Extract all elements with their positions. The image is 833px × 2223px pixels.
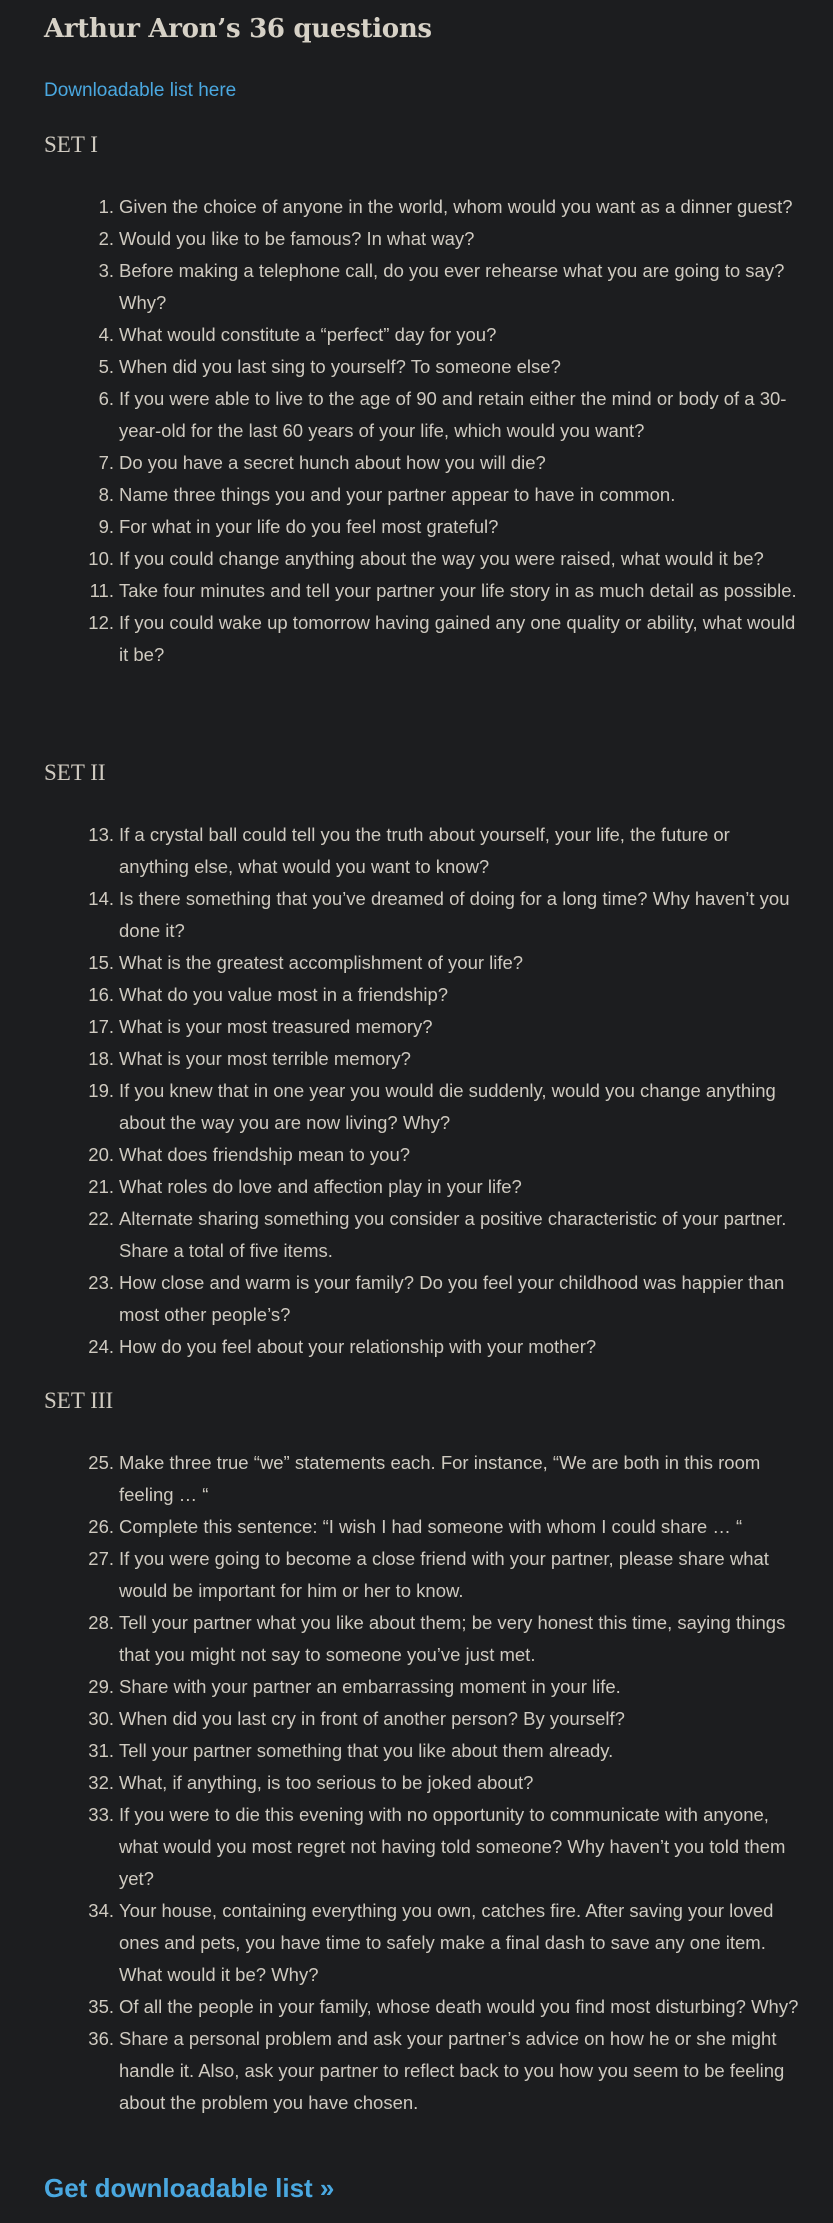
question-item xyxy=(0,1543,800,1607)
question-item xyxy=(0,607,800,671)
question-number: 14. xyxy=(88,888,114,909)
question-number: 1. xyxy=(98,196,114,217)
question-number: 26. xyxy=(88,1516,114,1537)
question-item xyxy=(0,1991,800,2023)
question-text: Alternate sharing something you consider a positive characteristic of your partner. Share a total of five items. xyxy=(119,1208,787,1261)
question-item xyxy=(0,1075,800,1139)
question-item xyxy=(0,1607,800,1671)
question-item xyxy=(0,1171,800,1203)
question-number: 25. xyxy=(88,1452,114,1473)
question-item xyxy=(0,543,800,575)
question-item xyxy=(0,575,800,607)
question-text: If you knew that in one year you would die suddenly, would you change anything about the way you are now living? Why? xyxy=(119,1080,776,1133)
question-text: For what in your life do you feel most grateful? xyxy=(119,516,499,537)
set-heading-3: SET III xyxy=(44,1388,114,1413)
question-item xyxy=(0,1767,800,1799)
question-number: 21. xyxy=(88,1176,114,1197)
question-text: What is your most treasured memory? xyxy=(119,1016,433,1037)
question-item xyxy=(0,819,800,883)
question-list-set-2 xyxy=(0,819,800,1363)
question-item xyxy=(0,479,800,511)
question-number: 16. xyxy=(88,984,114,1005)
question-item xyxy=(0,223,800,255)
question-number: 3. xyxy=(98,260,114,281)
question-text: How do you feel about your relationship with your mother? xyxy=(119,1336,597,1357)
question-item xyxy=(0,1447,800,1511)
question-number: 29. xyxy=(88,1676,114,1697)
question-text: If you could wake up tomorrow having gained any one quality or ability, what would it be? xyxy=(119,612,796,665)
question-item xyxy=(0,1703,800,1735)
question-item xyxy=(0,1735,800,1767)
question-text: When did you last cry in front of another person? By yourself? xyxy=(119,1708,625,1729)
question-item xyxy=(0,979,800,1011)
question-item xyxy=(0,1139,800,1171)
question-text: Share with your partner an embarrassing moment in your life. xyxy=(119,1676,621,1697)
question-text: Of all the people in your family, whose death would you find most disturbing? Why? xyxy=(119,1996,799,2017)
question-item xyxy=(0,1671,800,1703)
question-text: What would constitute a “perfect” day for you? xyxy=(119,324,497,345)
question-text: How close and warm is your family? Do you feel your childhood was happier than most other people’s? xyxy=(119,1272,785,1325)
question-number: 28. xyxy=(88,1612,114,1633)
question-number: 20. xyxy=(88,1144,114,1165)
question-number: 33. xyxy=(88,1804,114,1825)
question-number: 22. xyxy=(88,1208,114,1229)
set-heading-2: SET II xyxy=(44,760,106,785)
question-number: 2. xyxy=(98,228,114,249)
question-number: 6. xyxy=(98,388,114,409)
question-item xyxy=(0,1267,800,1331)
question-item xyxy=(0,883,800,947)
question-number: 15. xyxy=(88,952,114,973)
question-number: 30. xyxy=(88,1708,114,1729)
question-text: Before making a telephone call, do you ever rehearse what you are going to say? Why? xyxy=(119,260,785,313)
question-text: What do you value most in a friendship? xyxy=(119,984,449,1005)
question-number: 11. xyxy=(89,580,114,601)
question-item xyxy=(0,1895,800,1991)
downloadable-list-link[interactable]: Downloadable list here xyxy=(44,80,237,101)
question-text: Given the choice of anyone in the world, whom would you want as a dinner guest? xyxy=(119,196,793,217)
question-text: If a crystal ball could tell you the truth about yourself, your life, the future or anything else, what would you want to know? xyxy=(119,824,730,877)
question-text: Take four minutes and tell your partner your life story in as much detail as possible. xyxy=(119,580,797,601)
question-item xyxy=(0,255,800,319)
question-text: Make three true “we” statements each. For instance, “We are both in this room feeling … “ xyxy=(119,1452,761,1505)
question-item xyxy=(0,1203,800,1267)
get-downloadable-list-link[interactable]: Get downloadable list » xyxy=(44,2173,335,2203)
question-number: 34. xyxy=(88,1900,114,1921)
question-item xyxy=(0,2023,800,2119)
question-number: 8. xyxy=(98,484,114,505)
question-item xyxy=(0,1331,800,1363)
question-number: 19. xyxy=(88,1080,114,1101)
question-number: 4. xyxy=(98,324,114,345)
question-number: 13. xyxy=(88,824,114,845)
question-text: Would you like to be famous? In what way? xyxy=(119,228,475,249)
question-number: 31. xyxy=(88,1740,114,1761)
question-text: What does friendship mean to you? xyxy=(119,1144,411,1165)
question-item xyxy=(0,447,800,479)
question-number: 9. xyxy=(98,516,114,537)
question-text: What is the greatest accomplishment of your life? xyxy=(119,952,524,973)
question-text: If you were able to live to the age of 90 and retain either the mind or body of a 30-year-old for the last 60 years of your life, which would you want? xyxy=(119,388,787,441)
question-number: 17. xyxy=(88,1016,114,1037)
question-item xyxy=(0,1799,800,1895)
question-text: What roles do love and affection play in your life? xyxy=(119,1176,522,1197)
question-number: 36. xyxy=(88,2028,114,2049)
question-text: What, if anything, is too serious to be joked about? xyxy=(119,1772,534,1793)
question-text: If you were to die this evening with no opportunity to communicate with anyone, what would you most regret not having told someone? Why haven’t you told them yet? xyxy=(119,1804,786,1889)
question-text: Do you have a secret hunch about how you will die? xyxy=(119,452,546,473)
question-item xyxy=(0,319,800,351)
question-item xyxy=(0,1011,800,1043)
question-text: When did you last sing to yourself? To someone else? xyxy=(119,356,561,377)
question-item xyxy=(0,511,800,543)
question-text: Tell your partner what you like about them; be very honest this time, saying things that you might not say to someone you’ve just met. xyxy=(119,1612,786,1665)
question-number: 12. xyxy=(88,612,114,633)
question-number: 35. xyxy=(88,1996,114,2017)
question-text: What is your most terrible memory? xyxy=(119,1048,411,1069)
question-text: Share a personal problem and ask your partner’s advice on how he or she might handle it. Also, ask your partner to reflect back to you how you seem to be feeling about the problem you have chosen. xyxy=(119,2028,785,2113)
question-text: Tell your partner something that you like about them already. xyxy=(119,1740,614,1761)
question-text: If you were going to become a close friend with your partner, please share what would be important for him or her to know. xyxy=(119,1548,769,1601)
question-list-set-1 xyxy=(0,191,800,671)
question-item xyxy=(0,1043,800,1075)
question-text: Complete this sentence: “I wish I had someone with whom I could share … “ xyxy=(119,1516,743,1537)
question-number: 23. xyxy=(88,1272,114,1293)
question-number: 10. xyxy=(88,548,114,569)
question-number: 5. xyxy=(98,356,114,377)
question-number: 27. xyxy=(88,1548,114,1569)
question-text: If you could change anything about the way you were raised, what would it be? xyxy=(119,548,764,569)
question-item xyxy=(0,383,800,447)
question-number: 7. xyxy=(98,452,114,473)
question-number: 18. xyxy=(88,1048,114,1069)
question-number: 24. xyxy=(88,1336,114,1357)
question-text: Is there something that you’ve dreamed of doing for a long time? Why haven’t you done it? xyxy=(119,888,790,941)
question-item xyxy=(0,1511,800,1543)
question-text: Name three things you and your partner appear to have in common. xyxy=(119,484,676,505)
question-item xyxy=(0,351,800,383)
page-title: Arthur Aron’s 36 questions xyxy=(44,14,432,44)
question-number: 32. xyxy=(88,1772,114,1793)
question-item xyxy=(0,191,800,223)
question-item xyxy=(0,947,800,979)
question-list-set-3 xyxy=(0,1447,800,2119)
set-heading-1: SET I xyxy=(44,132,98,157)
question-text: Your house, containing everything you own, catches fire. After saving your loved ones and pets, you have time to safely make a final dash to save any one item. What would it be? Why? xyxy=(119,1900,774,1985)
